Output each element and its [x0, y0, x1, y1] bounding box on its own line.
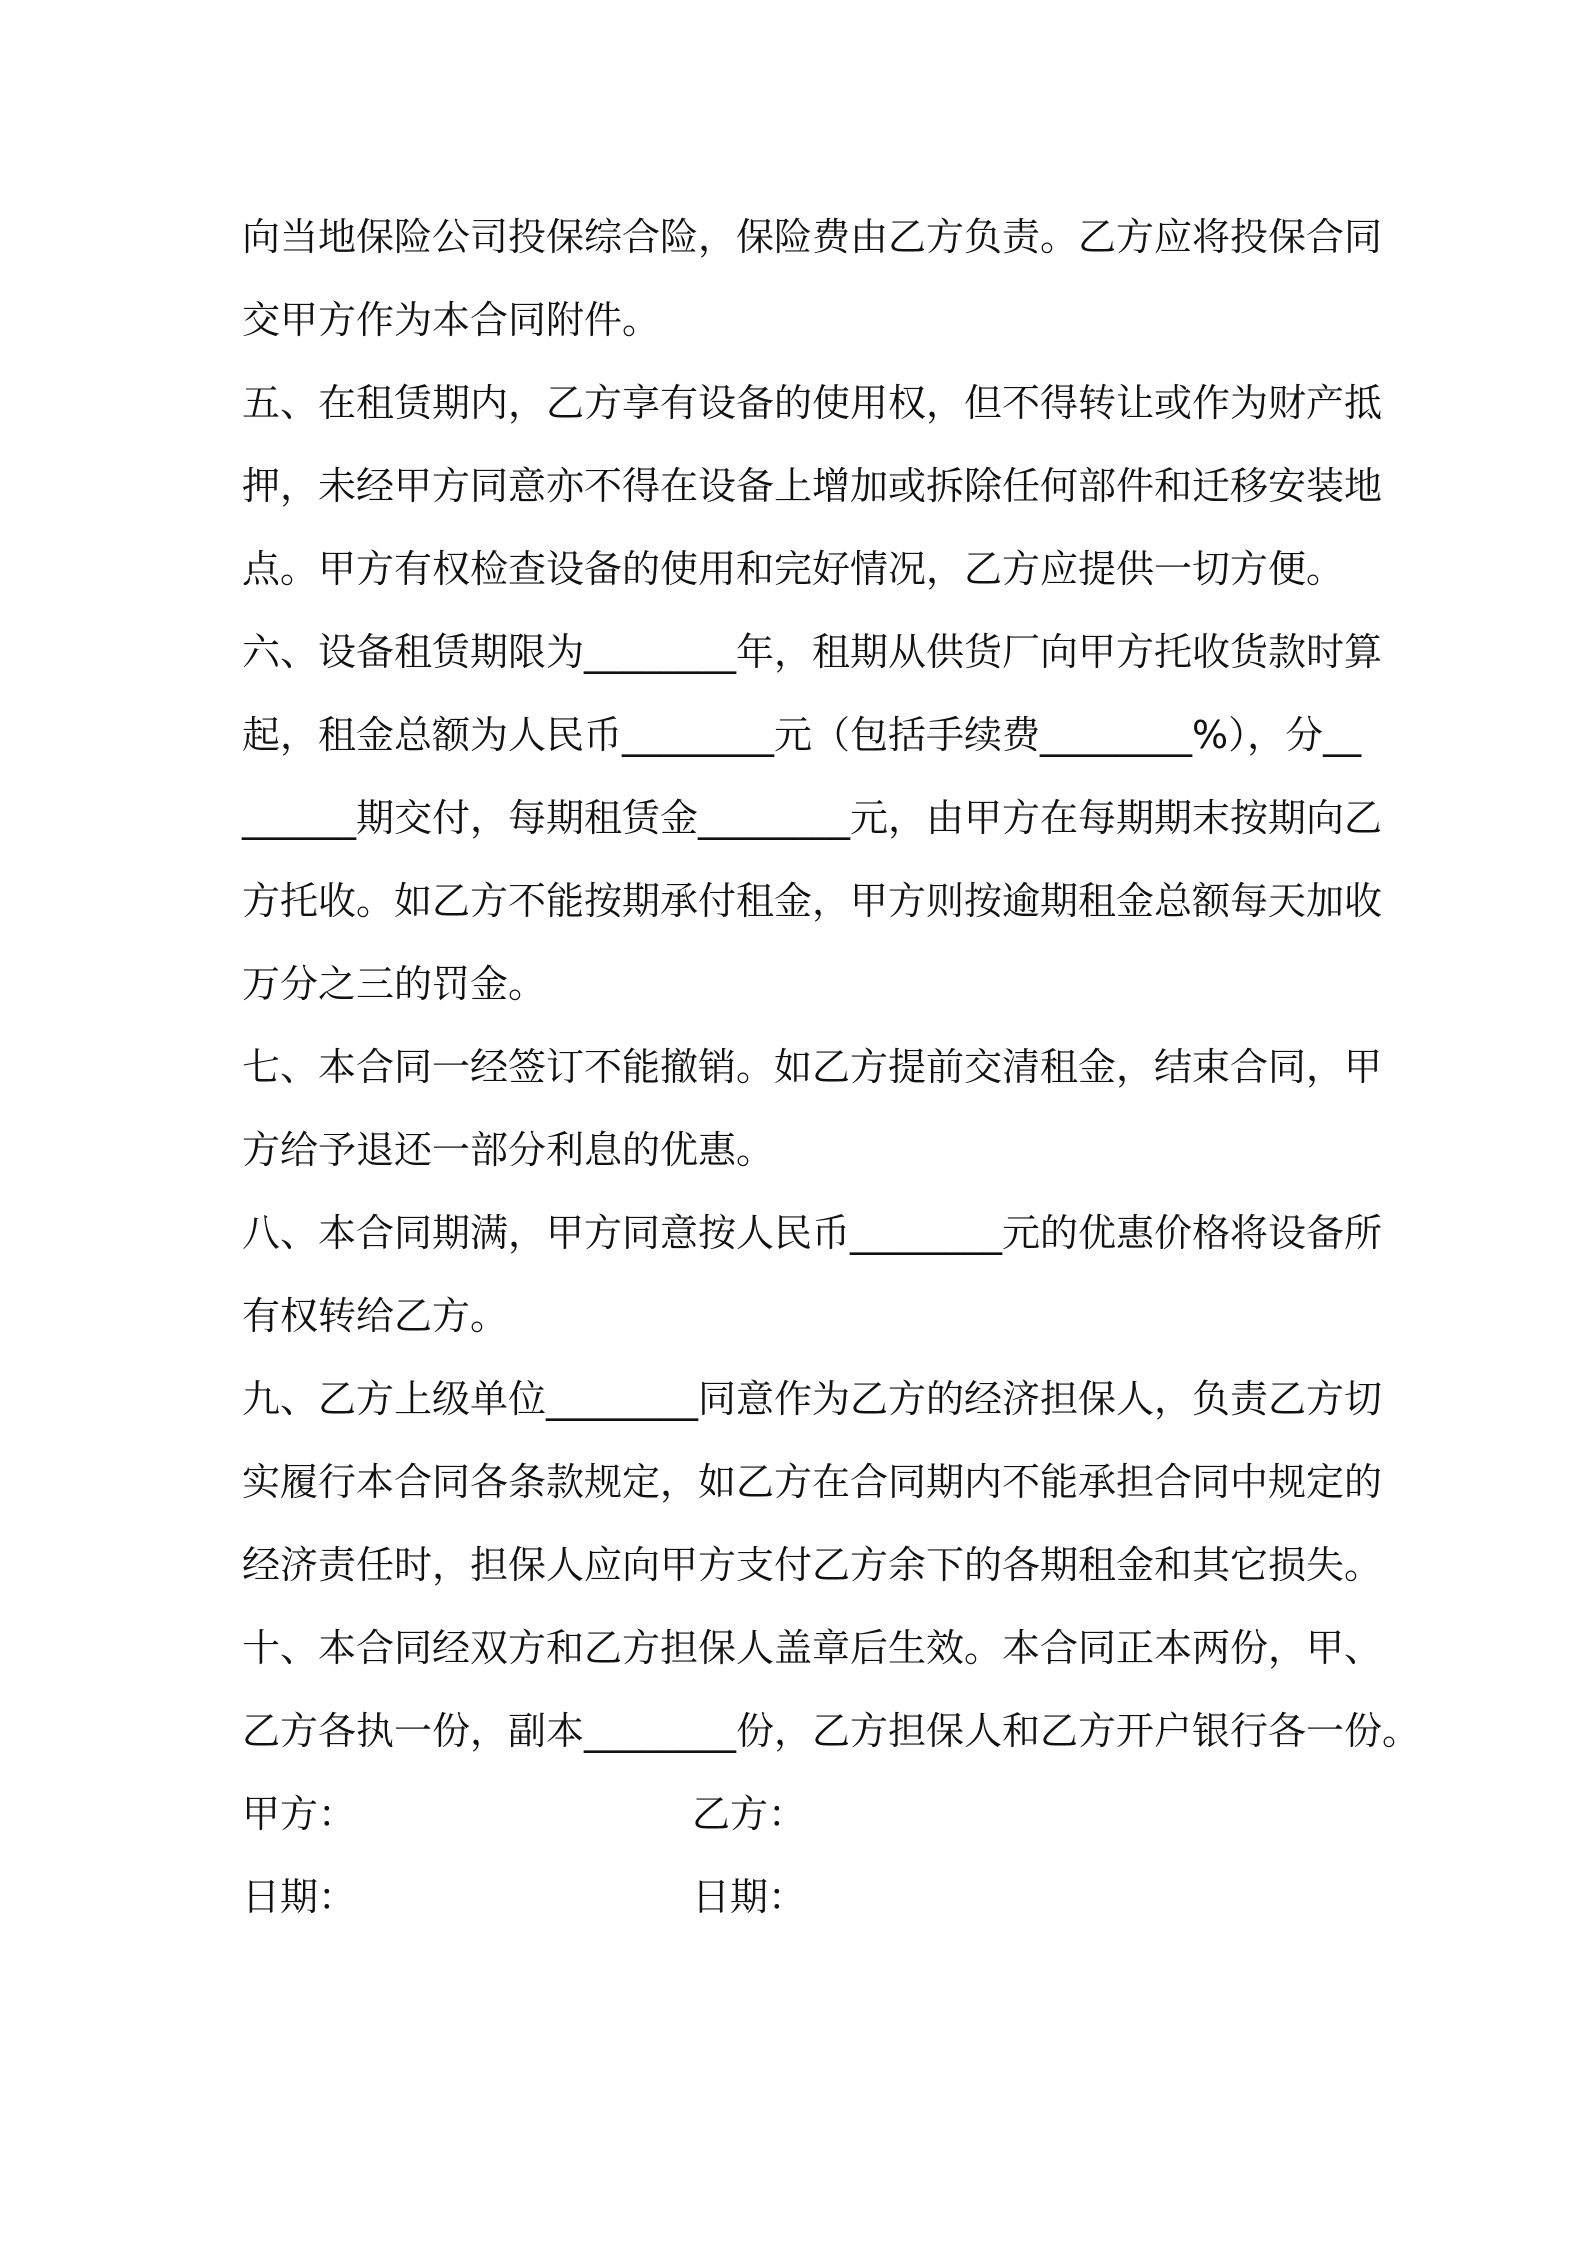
paragraph-line: 六、设备租赁期限为________年，租期从供货厂向甲方托收货款时算	[242, 630, 1383, 674]
party-b-label: 乙方：	[692, 1792, 807, 1836]
paragraph-line: 乙方各执一份，副本________份，乙方担保人和乙方开户银行各一份。	[242, 1709, 1421, 1753]
paragraph-line: 万分之三的罚金。	[242, 962, 547, 1006]
paragraph-line: 方给予退还一部分利息的优惠。	[242, 1128, 775, 1172]
signature-row-dates	[242, 1856, 1352, 1939]
paragraph-line: 实履行本合同各条款规定，如乙方在合同期内不能承担合同中规定的	[242, 1460, 1383, 1504]
paragraph-line: 起，租金总额为人民币________元（包括手续费________%），分__	[242, 713, 1362, 757]
paragraph-line: 押，未经甲方同意亦不得在设备上增加或拆除任何部件和迁移安装地	[242, 464, 1383, 508]
paragraph-line: 七、本合同一经签订不能撤销。如乙方提前交清租金，结束合同，甲	[242, 1045, 1383, 1089]
paragraph-line: ______期交付，每期租赁金________元，由甲方在每期期末按期向乙	[242, 796, 1383, 840]
date-b-label: 日期：	[692, 1875, 807, 1919]
signature-row-parties	[242, 1773, 1352, 1856]
paragraph-line: 九、乙方上级单位________同意作为乙方的经济担保人，负责乙方切	[242, 1377, 1383, 1421]
contract-page	[242, 196, 1421, 1939]
paragraph-line: 八、本合同期满，甲方同意按人民币________元的优惠价格将设备所	[242, 1211, 1383, 1255]
paragraph-line: 点。甲方有权检查设备的使用和完好情况，乙方应提供一切方便。	[242, 547, 1345, 591]
party-a-label: 甲方：	[242, 1792, 357, 1836]
paragraph-line: 向当地保险公司投保综合险，保险费由乙方负责。乙方应将投保合同	[242, 215, 1383, 259]
paragraph-line: 十、本合同经双方和乙方担保人盖章后生效。本合同正本两份，甲、	[242, 1626, 1383, 1670]
paragraph-line: 有权转给乙方。	[242, 1294, 509, 1338]
paragraph-line: 交甲方作为本合同附件。	[242, 298, 661, 342]
paragraph-line: 方托收。如乙方不能按期承付租金，甲方则按逾期租金总额每天加收	[242, 879, 1383, 923]
paragraph-line: 经济责任时，担保人应向甲方支付乙方余下的各期租金和其它损失。	[242, 1543, 1383, 1587]
paragraph-line: 五、在租赁期内，乙方享有设备的使用权，但不得转让或作为财产抵	[242, 381, 1383, 425]
date-a-label: 日期：	[242, 1875, 357, 1919]
